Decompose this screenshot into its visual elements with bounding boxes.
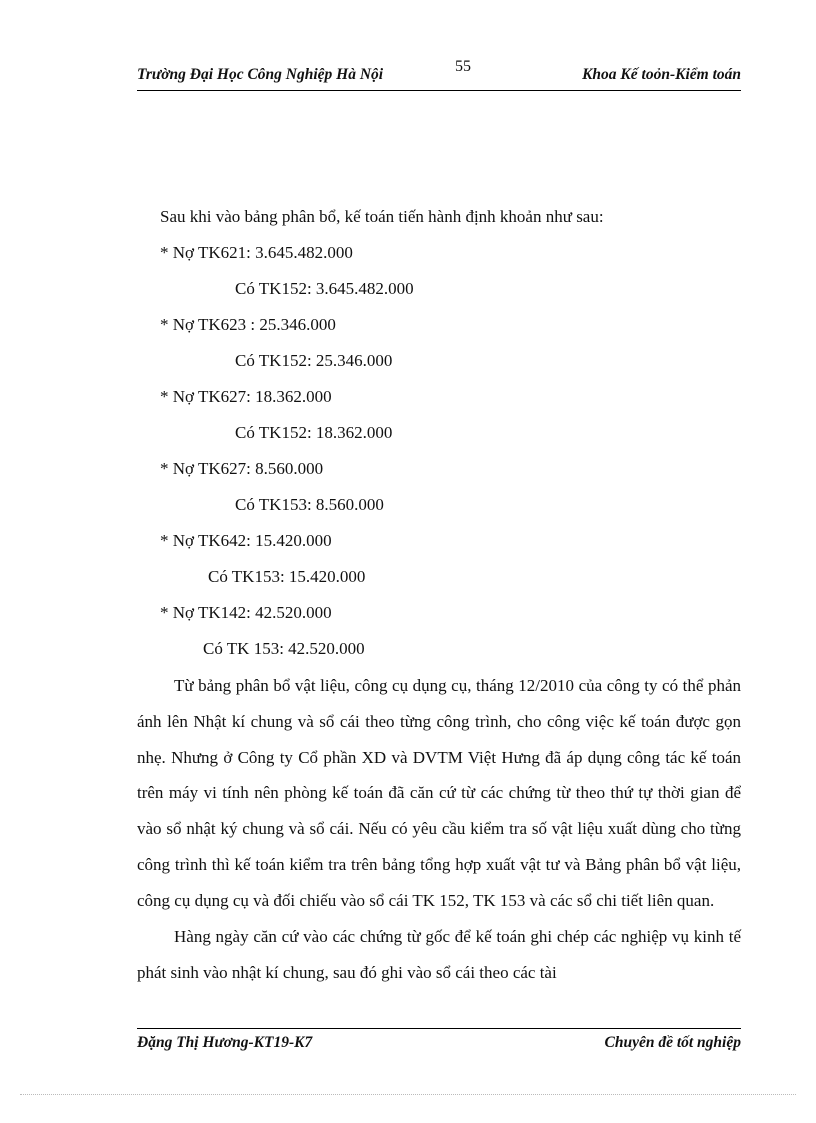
page-header xyxy=(137,58,741,91)
entry-credit: Có TK152: 18.362.000 xyxy=(235,423,393,442)
body-paragraph: Từ bảng phân bổ vật liệu, công cụ dụng cụ, tháng 12/2010 của công ty có thể phản ánh lên Nhật kí chung và sổ cái theo từng công trình, cho công việc kế toán được gọn nhẹ. Nhưng ở Công ty Cổ phần XD và DVTM Việt Hưng đã áp dụng công tác kế toán trên máy vi tính nên phòng kế toán đã căn cứ từ các chứng từ theo thứ tự thời gian để vào sổ nhật ký chung và sổ cái. Nếu có yêu cầu kiểm tra số vật liệu xuất dùng cho từng công trình thì kế toán kiểm tra trên bảng tổng hợp xuất vật tư và Bảng phân bổ vật liệu, công cụ dụng cụ và đối chiếu vào sổ cái TK 152, TK 153 và các sổ chi tiết liên quan. xyxy=(137,676,741,910)
entry-debit: * Nợ TK621: 3.645.482.000 xyxy=(160,243,353,262)
page-bottom-divider xyxy=(20,1094,796,1095)
footer-author: Đặng Thị Hương-KT19-K7 xyxy=(137,1034,313,1051)
body-paragraph: Hàng ngày căn cứ vào các chứng từ gốc để kế toán ghi chép các nghiệp vụ kinh tế phát sinh vào nhật kí chung, sau đó ghi vào sổ cái theo các tài xyxy=(137,927,741,982)
entry-debit: * Nợ TK627: 18.362.000 xyxy=(160,387,332,406)
page-number: 55 xyxy=(455,58,471,75)
intro-line: Sau khi vào bảng phân bổ, kế toán tiến hành định khoản như sau: xyxy=(160,207,604,226)
footer-title: Chuyên đề tốt nghiệp xyxy=(604,1034,741,1051)
entry-credit: Có TK 153: 42.520.000 xyxy=(203,639,365,658)
entry-credit: Có TK153: 15.420.000 xyxy=(208,567,366,586)
entry-debit: * Nợ TK623 : 25.346.000 xyxy=(160,315,336,334)
entry-debit: * Nợ TK142: 42.520.000 xyxy=(160,603,332,622)
header-department: Khoa Kế toỏn-Kiểm toán xyxy=(582,66,741,83)
page-footer xyxy=(137,1028,741,1059)
entry-debit: * Nợ TK642: 15.420.000 xyxy=(160,531,332,550)
entry-credit: Có TK152: 25.346.000 xyxy=(235,351,393,370)
entry-credit: Có TK153: 8.560.000 xyxy=(235,495,384,514)
entry-debit: * Nợ TK627: 8.560.000 xyxy=(160,459,324,478)
entry-credit: Có TK152: 3.645.482.000 xyxy=(235,279,414,298)
header-school: Trường Đại Học Công Nghiệp Hà Nội xyxy=(137,66,384,83)
